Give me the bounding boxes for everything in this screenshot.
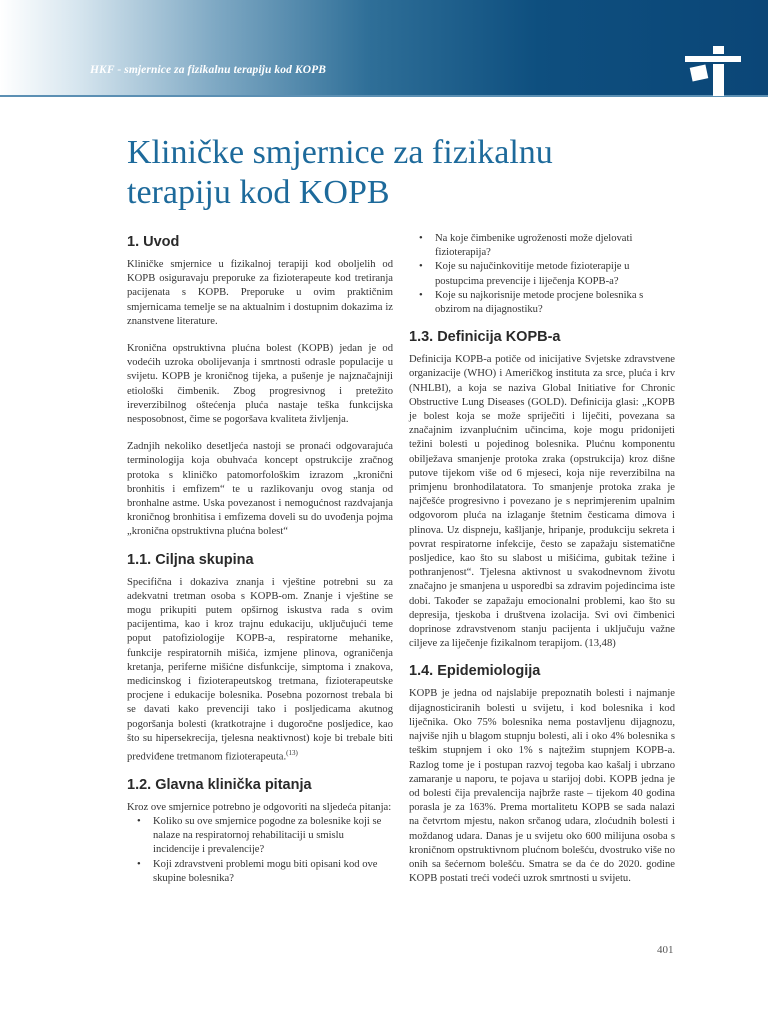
- paragraph: Kliničke smjernice u fizikalnoj terapiji kod oboljelih od KOPB osiguravaju preporuke za fizioterapeute kod tretiranja pacijenata s KOPB. Preporuke u ovim praktičnim smjernicama temelje se na aktualnim i dostupnim dokazima iz znanstvene literature.: [127, 259, 393, 327]
- list-item: [127, 858, 393, 886]
- paragraph: Kroz ove smjernice potrebno je odgovoriti na sljedeća pitanja:: [127, 801, 392, 813]
- list-item-text: Koje su najučinkovitije metode fizioterapije u postupcima prevencije i liječenja KOPB-a?: [435, 261, 630, 287]
- paragraph: KOPB je jedna od najslabije prepoznatih bolesti i najmanje dijagnosticiranih bolesti u svijetu, i kod bolesnika i kod liječnika. Oko 75% bolesnika nema postavljenu dijagnozu, najviše njih u blagom stupnju bolesti, ali i oko 4% bolesnika s teškim stupnjem i oko 1% s najtežim stupnjem KOPB-a. Razlog tome je i postupan razvoj tegoba kao kašalj i ubrzano zamaranje u naporu, te pojava u starijoj dobi. KOPB jedna je od bolesti čija prevalencija najbrže raste – tijekom 40 godina porasla je za 163%. Prema mortalitetu KOPB se sada nalazi na četvrtom mjestu, nakon srčanog udara, zloćudnih bolesti i moždanog udara. Danas je u svijetu oko 600 milijuna osoba s kroničnom opstruktivnom plućnom bolešću, dvostruko više no onih sa šećernom bolešću. Smatra se da će do 2020. godine KOPB postati treći vodeći uzrok smrtnosti u svijetu.: [409, 688, 675, 885]
- section-heading-ciljna-skupina: 1.1. Ciljna skupina: [127, 551, 254, 568]
- right-column: [409, 232, 675, 886]
- bullet-icon: •: [137, 816, 141, 828]
- article-title: Kliničke smjernice za fizikalnu terapiju kod KOPB: [127, 134, 553, 211]
- bullet-icon: •: [419, 261, 423, 273]
- bullet-list: [409, 232, 675, 317]
- bullet-icon: •: [137, 858, 141, 870]
- bullet-icon: •: [419, 289, 423, 301]
- left-column: [127, 232, 393, 886]
- section-heading-klinicka-pitanja: 1.2. Glavna klinička pitanja: [127, 776, 312, 793]
- section-heading-definicija: 1.3. Definicija KOPB-a: [409, 329, 561, 346]
- running-title: HKF - smjernice za fizikalnu terapiju kod KOPB: [90, 64, 327, 76]
- list-item-text: Koliko su ove smjernice pogodne za bolesnike koji se nalaze na respiratornoj rehabilitaciji u smislu incidencije i prevalencije?: [153, 816, 382, 856]
- bullet-icon: •: [419, 233, 423, 244]
- list-item: [409, 289, 675, 317]
- paragraph: [127, 576, 393, 765]
- bullet-list: [127, 815, 393, 886]
- journal-logo-icon: [685, 46, 741, 96]
- paragraph-text: Specifična i dokaziva znanja i vještine potrebni su za adekvatni tretman osoba s KOPB-om. Znanje i vještine se mogu prikupiti putem opširnog iskustva rada s ovim pacijentima, kao i kroz trajnu edukaciju, uključujući teme poput patofiziologije KOPB-a, respiratorne mehanike, funkcije respiratornih mišića, izmjene plinova, ograničenja kretanja, periferne mišićne disfunkcije, simptoma i znakova, medicinskog i fizioterapeutskog tretmana, fizioterapeutske procjene i edukacije bolesnika. Posebna pozornost trebala bi se davati kako prevenciji tako i posljedicama akutnog pogoršanja bolesti (kratkotrajne i dugoročne posljedice, kao što su hipersekrecija, tjelesna neaktivnost) koje bi trebale biti predviđene tretmanom fizioterapeuta.: [127, 576, 393, 763]
- header-divider: [0, 95, 768, 97]
- list-item: [409, 232, 675, 260]
- section-heading-uvod: 1. Uvod: [127, 234, 180, 250]
- reference-mark: (13): [286, 749, 298, 758]
- list-item: [127, 815, 393, 858]
- paragraph: Kronična opstruktivna plućna bolest (KOPB) jedan je od vodećih uzroka obolijevanja i smrtnosti odrasle populacije u svijetu. KOPB je kroničnog tijeka, a pušenje je najznačajniji etiološki čimbenik. Zbog progresivnog i pretežito ireverzibilnog oštećenja pluća nastaje teška funkcijska nesposobnost, čime se pogoršava kvaliteta življenja.: [127, 343, 393, 426]
- page-number: 401: [657, 944, 674, 956]
- list-item: [409, 260, 675, 288]
- list-item-text: Na koje čimbenike ugroženosti može djelovati fizioterapija?: [435, 233, 633, 259]
- paragraph: Definicija KOPB-a potiče od inicijative Svjetske zdravstvene organizacije (WHO) i Američkog instituta za srce, pluća i krv (NHLBI), a koja se naziva Global Initiative for Chronic Obstructive Lung Diseases (GOLD). Definicija glasi: „KOPB je bolest koja se može spriječiti i liječiti, povezana sa značajnim izvanplućnim učincima, koje mogu pridonijeti težini bolesti u pojedinog bolesnika. Plućnu komponentu obilježava smanjenje protoka zraka (opstrukcija) kroz dišne putove tijekom više od 6 mjeseci, koja nije reverzibilna na primjenu bronhodilatatora. To smanjenje protoka zraka je najčešće progresivno i povezano je s neprimjerenim upalnim odgovorom pluća na izlaganje štetnim česticama dimova i plinova. Uz dispneju, kašljanje, hripanje, produkciju sekreta i povrat respiratorne infekcije, često se zapažaju sistematične posljedice, kao što su slabost u mišićima, gubitak težine i pothranjenost“. Tjelesna aktivnost u svakodnevnom životu značajno je smanjena u usporedbi sa zdravim pojedincima iste dobi. Također se zapažaju emocionalni problemi, kao što su depresija, tjeskoba i društvena izolacija. Svi ovi čimbenici doprinose zdravstvenom stanju pacijenta i uključuju važne ciljeve za liječenje fizikalnom terapijom. (13,48): [409, 354, 675, 650]
- list-item-text: Koje su najkorisnije metode procjene bolesnika s obzirom na dijagnostiku?: [435, 289, 644, 316]
- section-heading-epidemiologija: 1.4. Epidemiologija: [409, 663, 541, 680]
- paragraph: Zadnjih nekoliko desetljeća nastoji se pronaći odgovarajuća terminologija koja obuhvaća koncept opstrukcije zračnog protoka s kliničko patomorfološkim izrazom „kronični bronhitis i emfizem“ te u razlikovanju ovog stanja od bronhalne astme. Uska povezanost i nemogućnost razdvajanja kroničnog bronhitisa i emfizema doveli su do uvođenja pojma „kronična opstruktivna plućna bolest“: [127, 441, 393, 538]
- list-item-text: Koji zdravstveni problemi mogu biti opisani kod ove skupine bolesnika?: [153, 858, 378, 884]
- header-band: [0, 0, 768, 96]
